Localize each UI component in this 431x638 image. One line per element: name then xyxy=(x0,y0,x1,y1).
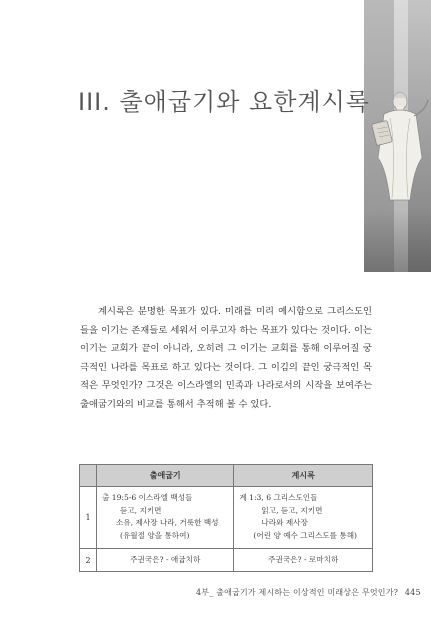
cell-line: (유월절 양을 통하여) xyxy=(120,530,190,540)
table-row xyxy=(80,549,373,572)
table-header-row xyxy=(80,465,373,487)
exodus-cell xyxy=(97,549,234,572)
moses-figure-illustration xyxy=(370,88,430,208)
page-footer xyxy=(196,587,421,598)
header-number xyxy=(80,465,97,487)
cell-line: 듣고, 지키면 xyxy=(120,505,162,515)
body-paragraph xyxy=(80,303,372,415)
comparison-table xyxy=(79,464,373,572)
cell-line: 소유, 제사장 나라, 거룩한 백성 xyxy=(116,518,219,527)
header-exodus: 출애굽기 xyxy=(97,465,234,487)
row-number: 1 xyxy=(80,487,97,549)
section-title: III. 출애굽기와 요한계시록 xyxy=(78,88,370,117)
header-revelation: 계시록 xyxy=(234,465,373,487)
page-number: 445 xyxy=(404,588,421,597)
cell-line: (어린 양 예수 그리스도를 통해) xyxy=(253,530,358,540)
cell-line: 주권국은? - 애굽치하 xyxy=(130,555,201,564)
cell-line: 읽고, 듣고, 지키면 xyxy=(261,505,323,515)
table-row xyxy=(80,487,373,549)
paragraph-text: 계시록은 분명한 목표가 있다. 미래를 미리 예시함으로 그리스도인들을 이기는 존재들로 세워서 이루고자 하는 목표가 있다는 것이다. 이는 이기는 교회가 끝이 아니라, 오히려 그 이기는 교회를 통해 이루어질 궁극적인 나라를 목표로 하고 있다는 것이다. 그 이김의 끝인 궁극적인 목적은 무엇인가? 그것은 이스라엘의 민족과 나라로서의 시작을 보여주는 출애굽기와의 비교를 통해서 추적해 볼 수 있다. xyxy=(80,306,372,410)
cell-line: 계 1:3, 6 그리스도인들 xyxy=(239,493,318,502)
footer-text: 4부_ 출애굽기가 제시하는 이상적인 미래상은 무엇인가? xyxy=(196,588,399,597)
revelation-cell xyxy=(234,487,373,549)
row-number: 2 xyxy=(80,549,97,572)
exodus-cell xyxy=(97,487,234,549)
revelation-cell xyxy=(234,549,373,572)
cell-line: 출 19:5-6 이스라엘 백성들 xyxy=(102,493,193,502)
cell-line: 나라와 제사장 xyxy=(261,518,308,527)
cell-line: 주권국은? - 로마치하 xyxy=(268,555,339,564)
